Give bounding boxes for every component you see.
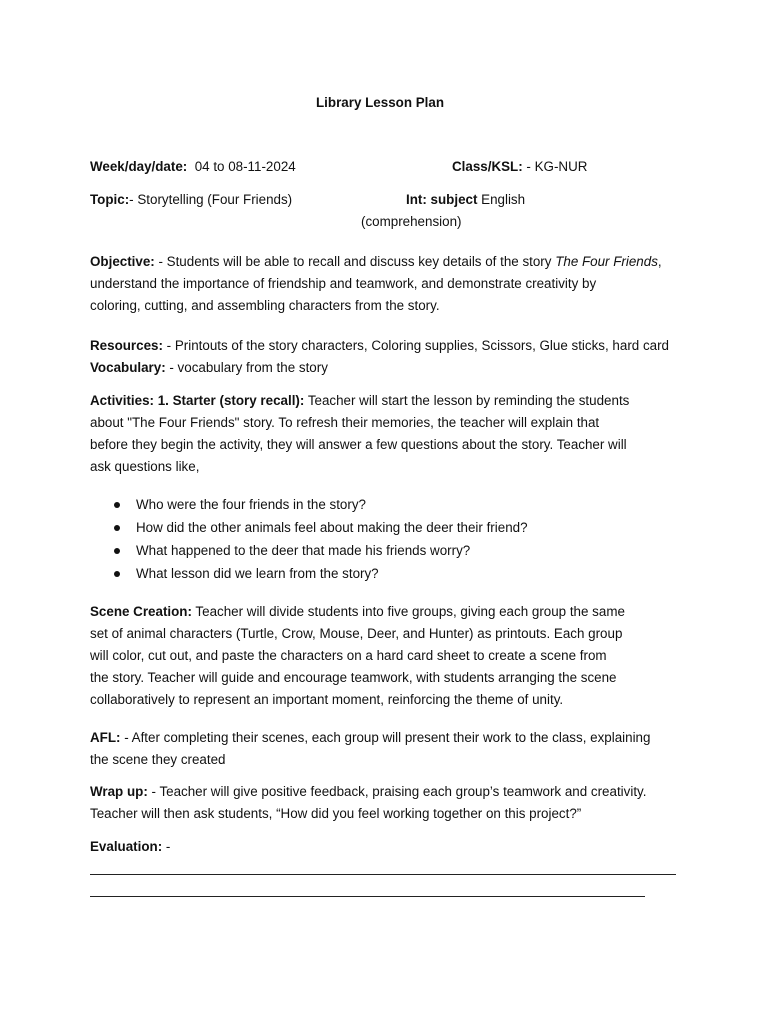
scene-creation-label: Scene Creation:	[90, 604, 192, 619]
objective-text-2: understand the importance of friendship and teamwork, and demonstrate creativity by	[90, 276, 597, 291]
week-value: 04 to 08-11-2024	[194, 159, 296, 174]
bullet-icon	[114, 571, 120, 577]
class-label: Class/KSL:	[452, 159, 523, 174]
afl-label: AFL:	[90, 730, 121, 745]
afl-section	[90, 727, 690, 771]
scene-text-5: collaboratively to represent an important moment, reinforcing the theme of unity.	[90, 692, 564, 707]
evaluation-label: Evaluation:	[90, 839, 163, 854]
activities-section	[90, 390, 690, 478]
activities-label: Activities: 1. Starter (story recall):	[90, 393, 305, 408]
scene-text-2: set of animal characters (Turtle, Crow, Mouse, Deer, and Hunter) as printouts. Each group	[90, 626, 623, 641]
topic-label: Topic:	[90, 192, 130, 207]
bullet-icon	[114, 525, 120, 531]
list-item: Who were the four friends in the story?	[90, 494, 650, 517]
afl-text-2: the scene they created	[90, 752, 226, 767]
evaluation-field	[90, 836, 170, 858]
activities-text-3: before they begin the activity, they will answer a few questions about the story. Teacher will	[90, 437, 627, 452]
topic-field	[90, 189, 292, 211]
evaluation-value: -	[162, 839, 171, 854]
wrap-up-section	[90, 781, 690, 825]
resources-label: Resources:	[90, 338, 163, 353]
list-item: What happened to the deer that made his friends worry?	[90, 540, 650, 563]
vocabulary-label: Vocabulary:	[90, 360, 166, 375]
wrap-up-label: Wrap up:	[90, 784, 148, 799]
int-subject-field	[406, 189, 525, 211]
week-field	[90, 156, 296, 178]
objective-story-title: The Four Friends	[555, 254, 658, 269]
question-list	[90, 494, 650, 586]
list-item: How did the other animals feel about making the deer their friend?	[90, 517, 650, 540]
activities-text-4: ask questions like,	[90, 459, 200, 474]
page-title: Library Lesson Plan	[316, 95, 444, 110]
list-item: What lesson did we learn from the story?	[90, 563, 650, 586]
resources-value: - Printouts of the story characters, Coloring supplies, Scissors, Glue sticks, hard card	[162, 338, 670, 353]
scene-text-1: Teacher will divide students into five groups, giving each group the same	[191, 604, 625, 619]
afl-text-1: - After completing their scenes, each group will present their work to the class, explaining	[120, 730, 651, 745]
objective-text-1: - Students will be able to recall and discuss key details of the story	[154, 254, 556, 269]
wrap-up-text-2: Teacher will then ask students, “How did you feel working together on this project?”	[90, 806, 582, 821]
scene-creation-section	[90, 601, 690, 711]
activities-text-1: Teacher will start the lesson by reminding the students	[304, 393, 630, 408]
int-subject-comprehension: (comprehension)	[361, 214, 462, 229]
resources-field	[90, 335, 669, 357]
topic-value: - Storytelling (Four Friends)	[129, 192, 293, 207]
int-subject-value: English	[477, 192, 526, 207]
bullet-icon	[114, 548, 120, 554]
scene-text-4: the story. Teacher will guide and encourage teamwork, with students arranging the scene	[90, 670, 617, 685]
objective-text-3: coloring, cutting, and assembling characters from the story.	[90, 298, 440, 313]
bullet-icon	[114, 502, 120, 508]
evaluation-line-2	[90, 896, 645, 897]
objective-label: Objective:	[90, 254, 155, 269]
class-field	[452, 156, 587, 178]
objective-comma: ,	[657, 254, 662, 269]
scene-text-3: will color, cut out, and paste the characters on a hard card sheet to create a scene from	[90, 648, 607, 663]
week-label: Week/day/date:	[90, 159, 188, 174]
int-subject-label: Int: subject	[406, 192, 478, 207]
vocabulary-value: - vocabulary from the story	[165, 360, 328, 375]
class-value: - KG-NUR	[522, 159, 588, 174]
activities-text-2: about "The Four Friends" story. To refresh their memories, the teacher will explain that	[90, 415, 600, 430]
wrap-up-text-1: - Teacher will give positive feedback, praising each group’s teamwork and creativity.	[147, 784, 647, 799]
objective-section	[90, 251, 690, 317]
evaluation-line-1	[90, 874, 676, 875]
vocabulary-field	[90, 357, 328, 379]
